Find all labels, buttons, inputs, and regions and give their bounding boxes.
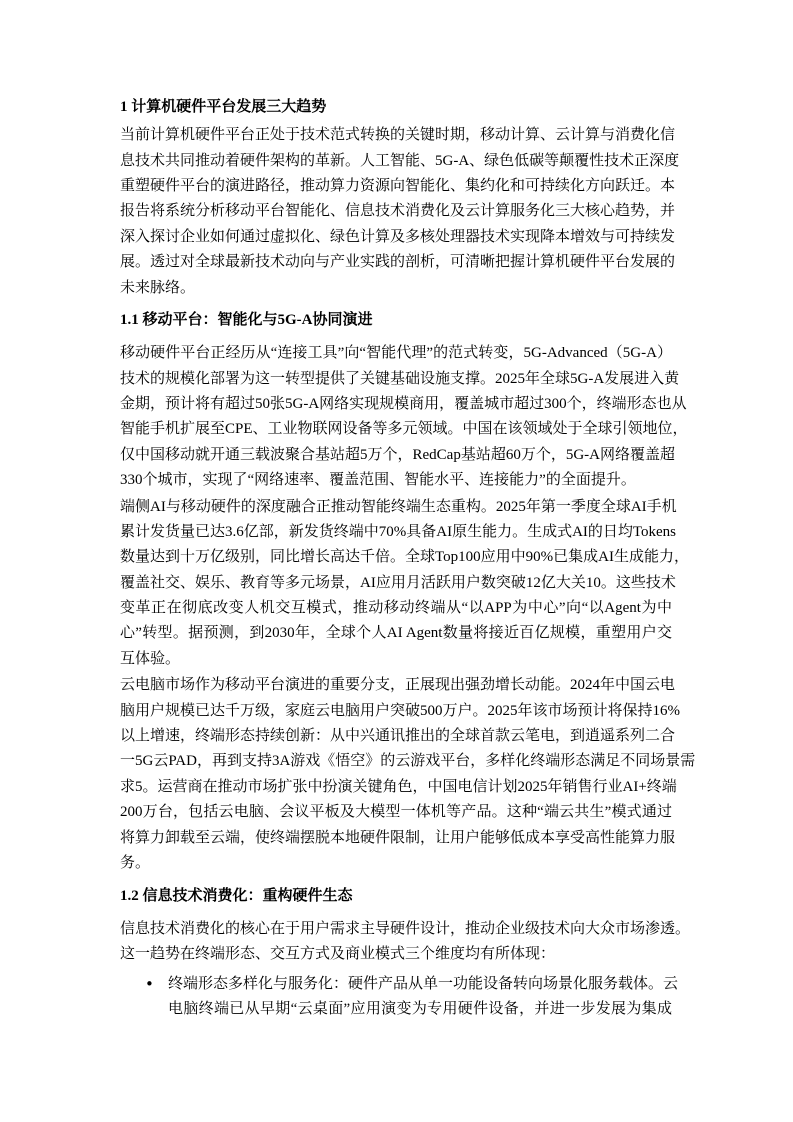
paragraph-line: 一5G云PAD，再到支持3A游戏《悟空》的云游戏平台，多样化终端形态满足不同场景需	[120, 753, 696, 770]
bullet-marker: •	[145, 974, 154, 993]
paragraph-line: 报告将系统分析移动平台智能化、信息技术消费化及云计算服务化三大核心趋势，并	[120, 203, 676, 220]
paragraph-line: 数量达到十万亿级别，同比增长高达千倍。全球Top100应用中90%已集成AI生成能力，	[120, 549, 689, 566]
paragraph-line: 互体验。	[120, 650, 181, 667]
paragraph-line: 息技术共同推动着硬件架构的革新。人工智能、5G-A、绿色低碳等颠覆性技术正深度	[120, 152, 680, 169]
main-heading: 1 计算机硬件平台发展三大趋势	[120, 99, 327, 116]
paragraph-line: 移动硬件平台正经历从“连接工具”向“智能代理”的范式转变，5G-Advanced（5G-A）	[120, 345, 672, 362]
bullet-line: 终端形态多样化与服务化：硬件产品从单一功能设备转向场景化服务载体。云	[168, 975, 679, 992]
paragraph-line: 智能手机扩展至CPE、工业物联网设备等多元领域。中国在该领域处于全球引领地位，	[120, 421, 688, 438]
paragraph-line: 覆盖社交、娱乐、教育等多元场景，AI应用月活跃用户数突破12亿大关10。这些技术	[120, 574, 676, 591]
section-1-1-paragraph-2	[120, 495, 689, 673]
paragraph-line: 以上增速，终端形态持续创新：从中兴通讯推出的全球首款云笔电，到逍遥系列二合	[120, 728, 676, 745]
paragraph-line: 技术的规模化部署为这一转型提供了关键基础设施支撑。2025年全球5G-A发展进入黄	[120, 370, 680, 387]
paragraph-line: 务。	[120, 855, 151, 871]
paragraph-line: 将算力卸载至云端，使终端摆脱本地硬件限制，让用户能够低成本享受高性能算力服	[120, 829, 676, 846]
bullet-line: 电脑终端已从早期“云桌面”应用演变为专用硬件设备，并进一步发展为集成	[168, 1001, 672, 1018]
bullet-item	[120, 972, 679, 1023]
section-1-2-paragraph-1	[120, 917, 691, 968]
paragraph-line: 脑用户规模已达千万级，家庭云电脑用户突破500万户。2025年该市场预计将保持16%	[120, 702, 680, 719]
paragraph-line: 330个城市，实现了“网络速率、覆盖范围、智能水平、连接能力”的全面提升。	[120, 472, 636, 489]
document-body	[120, 95, 696, 1022]
section-heading-1-2: 1.2 信息技术消费化：重构硬件生态	[120, 887, 353, 904]
section-heading-1-1: 1.1 移动平台：智能化与5G-A协同演进	[120, 312, 373, 329]
intro-paragraph	[120, 123, 680, 301]
section-1-1-paragraph-1	[120, 341, 688, 493]
paragraph-line: 当前计算机硬件平台正处于技术范式转换的关键时期，移动计算、云计算与消费化信	[120, 127, 676, 144]
paragraph-line: 端侧AI与移动硬件的深度融合正推动智能终端生态重构。2025年第一季度全球AI手机	[120, 498, 677, 515]
paragraph-line: 金期，预计将有超过50张5G-A网络实现规模商用，覆盖城市超过300个，终端形态也从	[120, 395, 687, 412]
paragraph-line: 深入探讨企业如何通过虚拟化、绿色计算及多核处理器技术实现降本增效与可持续发	[120, 228, 676, 245]
paragraph-line: 心”转型。据预测，到2030年，全球个人AI Agent数量将接近百亿规模，重塑用户交	[120, 625, 672, 642]
section-1-1-paragraph-3	[120, 673, 696, 876]
paragraph-line: 200万台，包括云电脑、会议平板及大模型一体机等产品。这种“端云共生”模式通过	[120, 804, 672, 821]
paragraph-line: 求5。运营商在推动市场扩张中扮演关键角色，中国电信计划2025年销售行业AI+终端	[120, 778, 677, 795]
paragraph-line: 云电脑市场作为移动平台演进的重要分支，正展现出强劲增长动能。2024年中国云电	[120, 677, 676, 694]
paragraph-line: 展。透过对全球最新技术动向与产业实践的剖析，可清晰把握计算机硬件平台发展的	[120, 254, 676, 271]
paragraph-line: 累计发货量已达3.6亿部，新发货终端中70%具备AI原生能力。生成式AI的日均Tokens	[120, 523, 677, 540]
paragraph-line: 这一趋势在终端形态、交互方式及商业模式三个维度均有所体现：	[120, 945, 556, 962]
paragraph-line: 变革正在彻底改变人机交互模式，推动移动终端从“以APP为中心”向“以Agent为中	[120, 600, 672, 617]
paragraph-line: 仅中国移动就开通三载波聚合基站超5万个，RedCap基站超60万个，5G-A网络覆盖超	[120, 446, 675, 463]
paragraph-line: 未来脉络。	[120, 279, 196, 296]
paragraph-line: 重塑硬件平台的演进路径，推动算力资源向智能化、集约化和可持续化方向跃迁。本	[120, 178, 676, 195]
paragraph-line: 信息技术消费化的核心在于用户需求主导硬件设计，推动企业级技术向大众市场渗透。	[120, 920, 691, 937]
